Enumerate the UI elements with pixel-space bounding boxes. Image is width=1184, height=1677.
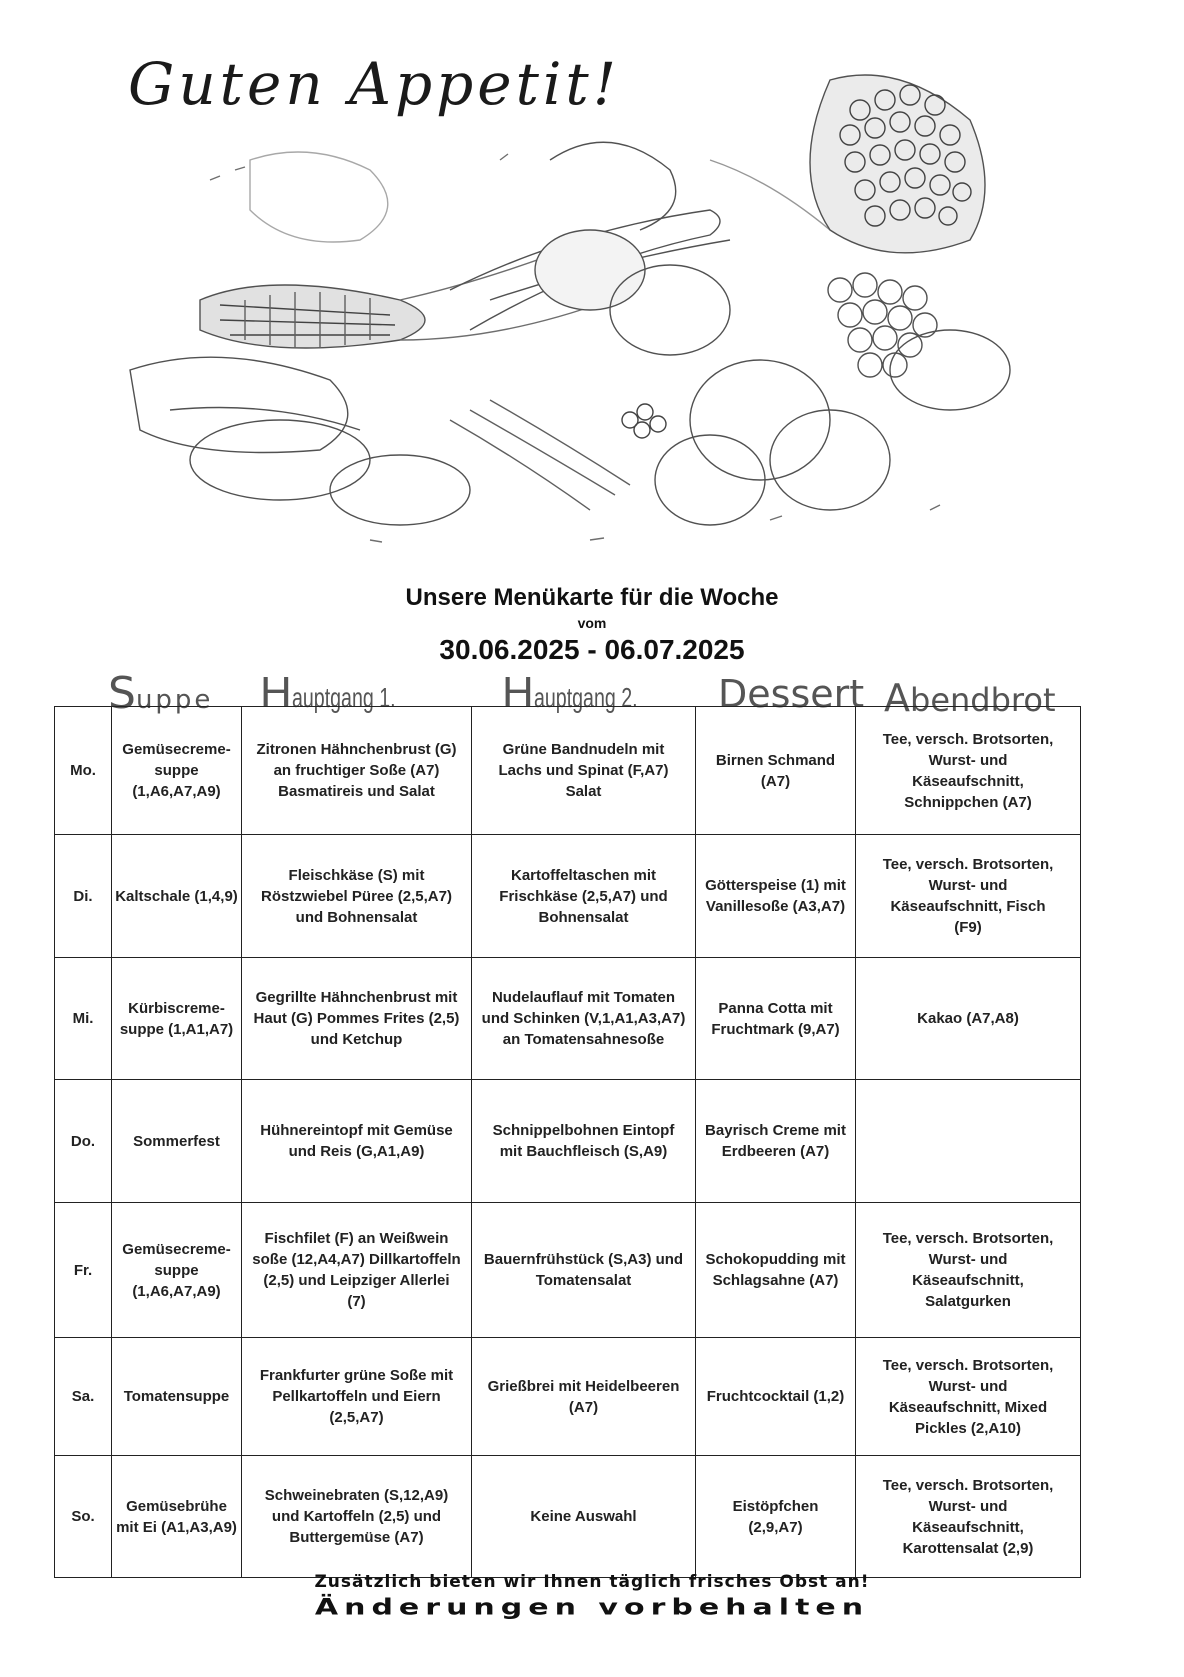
fruit-vegetable-illustration xyxy=(70,40,1050,580)
menu-cell-abendbrot: Tee, versch. Brotsorten, Wurst- und Käseaufschnitt, Fisch (F9) xyxy=(856,835,1081,958)
weekly-menu-table xyxy=(54,706,1081,1578)
column-header-hauptgang-2: Hauptgang 2. xyxy=(502,668,638,717)
menu-cell-day: So. xyxy=(55,1456,112,1578)
menu-cell-day: Mo. xyxy=(55,707,112,835)
menu-cell-suppe: Gemüsebrühe mit Ei (A1,A3,A9) xyxy=(112,1456,242,1578)
menu-cell-abendbrot: Tee, versch. Brotsorten, Wurst- und Käseaufschnitt, Salatgurken xyxy=(856,1203,1081,1338)
menu-row xyxy=(55,1338,1081,1456)
menu-cell-abendbrot: Tee, versch. Brotsorten, Wurst- und Käseaufschnitt, Karottensalat (2,9) xyxy=(856,1456,1081,1578)
pineapple-drawing xyxy=(810,75,985,253)
menu-cell-day: Mi. xyxy=(55,958,112,1080)
menu-cell-dessert: Fruchtcocktail (1,2) xyxy=(696,1338,856,1456)
date-range: 30.06.2025 - 06.07.2025 xyxy=(439,634,745,665)
menu-row xyxy=(55,1456,1081,1578)
menu-cell-haupt2: Kartoffeltaschen mit Frischkäse (2,5,A7) und Bohnensalat xyxy=(472,835,696,958)
menu-cell-suppe: Kürbiscreme- suppe (1,A1,A7) xyxy=(112,958,242,1080)
menu-cell-abendbrot: Kakao (A7,A8) xyxy=(856,958,1081,1080)
menu-cell-day: Sa. xyxy=(55,1338,112,1456)
menu-cell-suppe: Tomatensuppe xyxy=(112,1338,242,1456)
menu-cell-suppe: Gemüsecreme- suppe (1,A6,A7,A9) xyxy=(112,707,242,835)
menu-cell-haupt1: Zitronen Hähnchenbrust (G) an fruchtiger Soße (A7) Basmatireis und Salat xyxy=(242,707,472,835)
menu-cell-haupt2: Keine Auswahl xyxy=(472,1456,696,1578)
menu-cell-suppe: Gemüsecreme- suppe (1,A6,A7,A9) xyxy=(112,1203,242,1338)
menu-row xyxy=(55,958,1081,1080)
menu-cell-day: Do. xyxy=(55,1080,112,1203)
footer-fresh-fruit-note: Zusätzlich bieten wir Ihnen täglich frisches Obst an! xyxy=(314,1572,870,1592)
menu-cell-haupt2: Nudelauflauf mit Tomaten und Schinken (V,1,A1,A3,A7) an Tomatensahnesoße xyxy=(472,958,696,1080)
menu-cell-dessert: Eistöpfchen (2,9,A7) xyxy=(696,1456,856,1578)
menu-cell-dessert: Götterspeise (1) mit Vanillesoße (A3,A7) xyxy=(696,835,856,958)
menu-row xyxy=(55,1203,1081,1338)
menu-row xyxy=(55,707,1081,835)
menu-cell-suppe: Sommerfest xyxy=(112,1080,242,1203)
menu-cell-haupt2: Bauernfrühstück (S,A3) und Tomatensalat xyxy=(472,1203,696,1338)
berries-drawing xyxy=(622,404,666,438)
menu-cell-dessert: Schokopudding mit Schlagsahne (A7) xyxy=(696,1203,856,1338)
menu-row xyxy=(55,1080,1081,1203)
menu-cell-suppe: Kaltschale (1,4,9) xyxy=(112,835,242,958)
menu-cell-haupt2: Grüne Bandnudeln mit Lachs und Spinat (F,A7) Salat xyxy=(472,707,696,835)
menu-cell-haupt1: Gegrillte Hähnchenbrust mit Haut (G) Pommes Frites (2,5) und Ketchup xyxy=(242,958,472,1080)
menu-cell-dessert: Birnen Schmand (A7) xyxy=(696,707,856,835)
heading-vom: vom xyxy=(577,615,607,631)
column-header-abendbrot: Abendbrot xyxy=(884,676,1056,720)
menu-cell-haupt1: Hühnereintopf mit Gemüse und Reis (G,A1,A9) xyxy=(242,1080,472,1203)
footer-changes-reserved: Änderungen vorbehalten xyxy=(314,1594,870,1621)
menu-cell-haupt1: Frankfurter grüne Soße mit Pellkartoffeln und Eiern (2,5,A7) xyxy=(242,1338,472,1456)
menu-cell-dessert: Bayrisch Creme mit Erdbeeren (A7) xyxy=(696,1080,856,1203)
menu-cell-abendbrot: Tee, versch. Brotsorten, Wurst- und Käseaufschnitt, Mixed Pickles (2,A10) xyxy=(856,1338,1081,1456)
menu-cell-haupt1: Fischfilet (F) an Weißwein soße (12,A4,A7) Dillkartoffeln (2,5) und Leipziger Allerlei (7) xyxy=(242,1203,472,1338)
menu-cell-haupt1: Fleischkäse (S) mit Röstzwiebel Püree (2,5,A7) und Bohnensalat xyxy=(242,835,472,958)
menu-cell-haupt2: Schnippelbohnen Eintopf mit Bauchfleisch (S,A9) xyxy=(472,1080,696,1203)
menu-row xyxy=(55,835,1081,958)
menu-cell-abendbrot xyxy=(856,1080,1081,1203)
menu-cell-haupt2: Grießbrei mit Heidelbeeren (A7) xyxy=(472,1338,696,1456)
column-header-dessert: Dessert xyxy=(718,672,865,716)
menu-cell-day: Di. xyxy=(55,835,112,958)
menu-cell-abendbrot: Tee, versch. Brotsorten, Wurst- und Käseaufschnitt, Schnippchen (A7) xyxy=(856,707,1081,835)
menu-cell-day: Fr. xyxy=(55,1203,112,1338)
grapes-drawing xyxy=(828,273,937,377)
menu-cell-dessert: Panna Cotta mit Fruchtmark (9,A7) xyxy=(696,958,856,1080)
column-header-hauptgang-1: Hauptgang 1. xyxy=(260,668,396,717)
column-header-suppe: Suppe xyxy=(108,668,214,719)
greeting-title: Guten Appetit! xyxy=(128,50,621,118)
menu-cell-haupt1: Schweinebraten (S,12,A9) und Kartoffeln (2,5) und Buttergemüse (A7) xyxy=(242,1456,472,1578)
menu-heading: Unsere Menükarte für die Woche xyxy=(405,584,779,611)
